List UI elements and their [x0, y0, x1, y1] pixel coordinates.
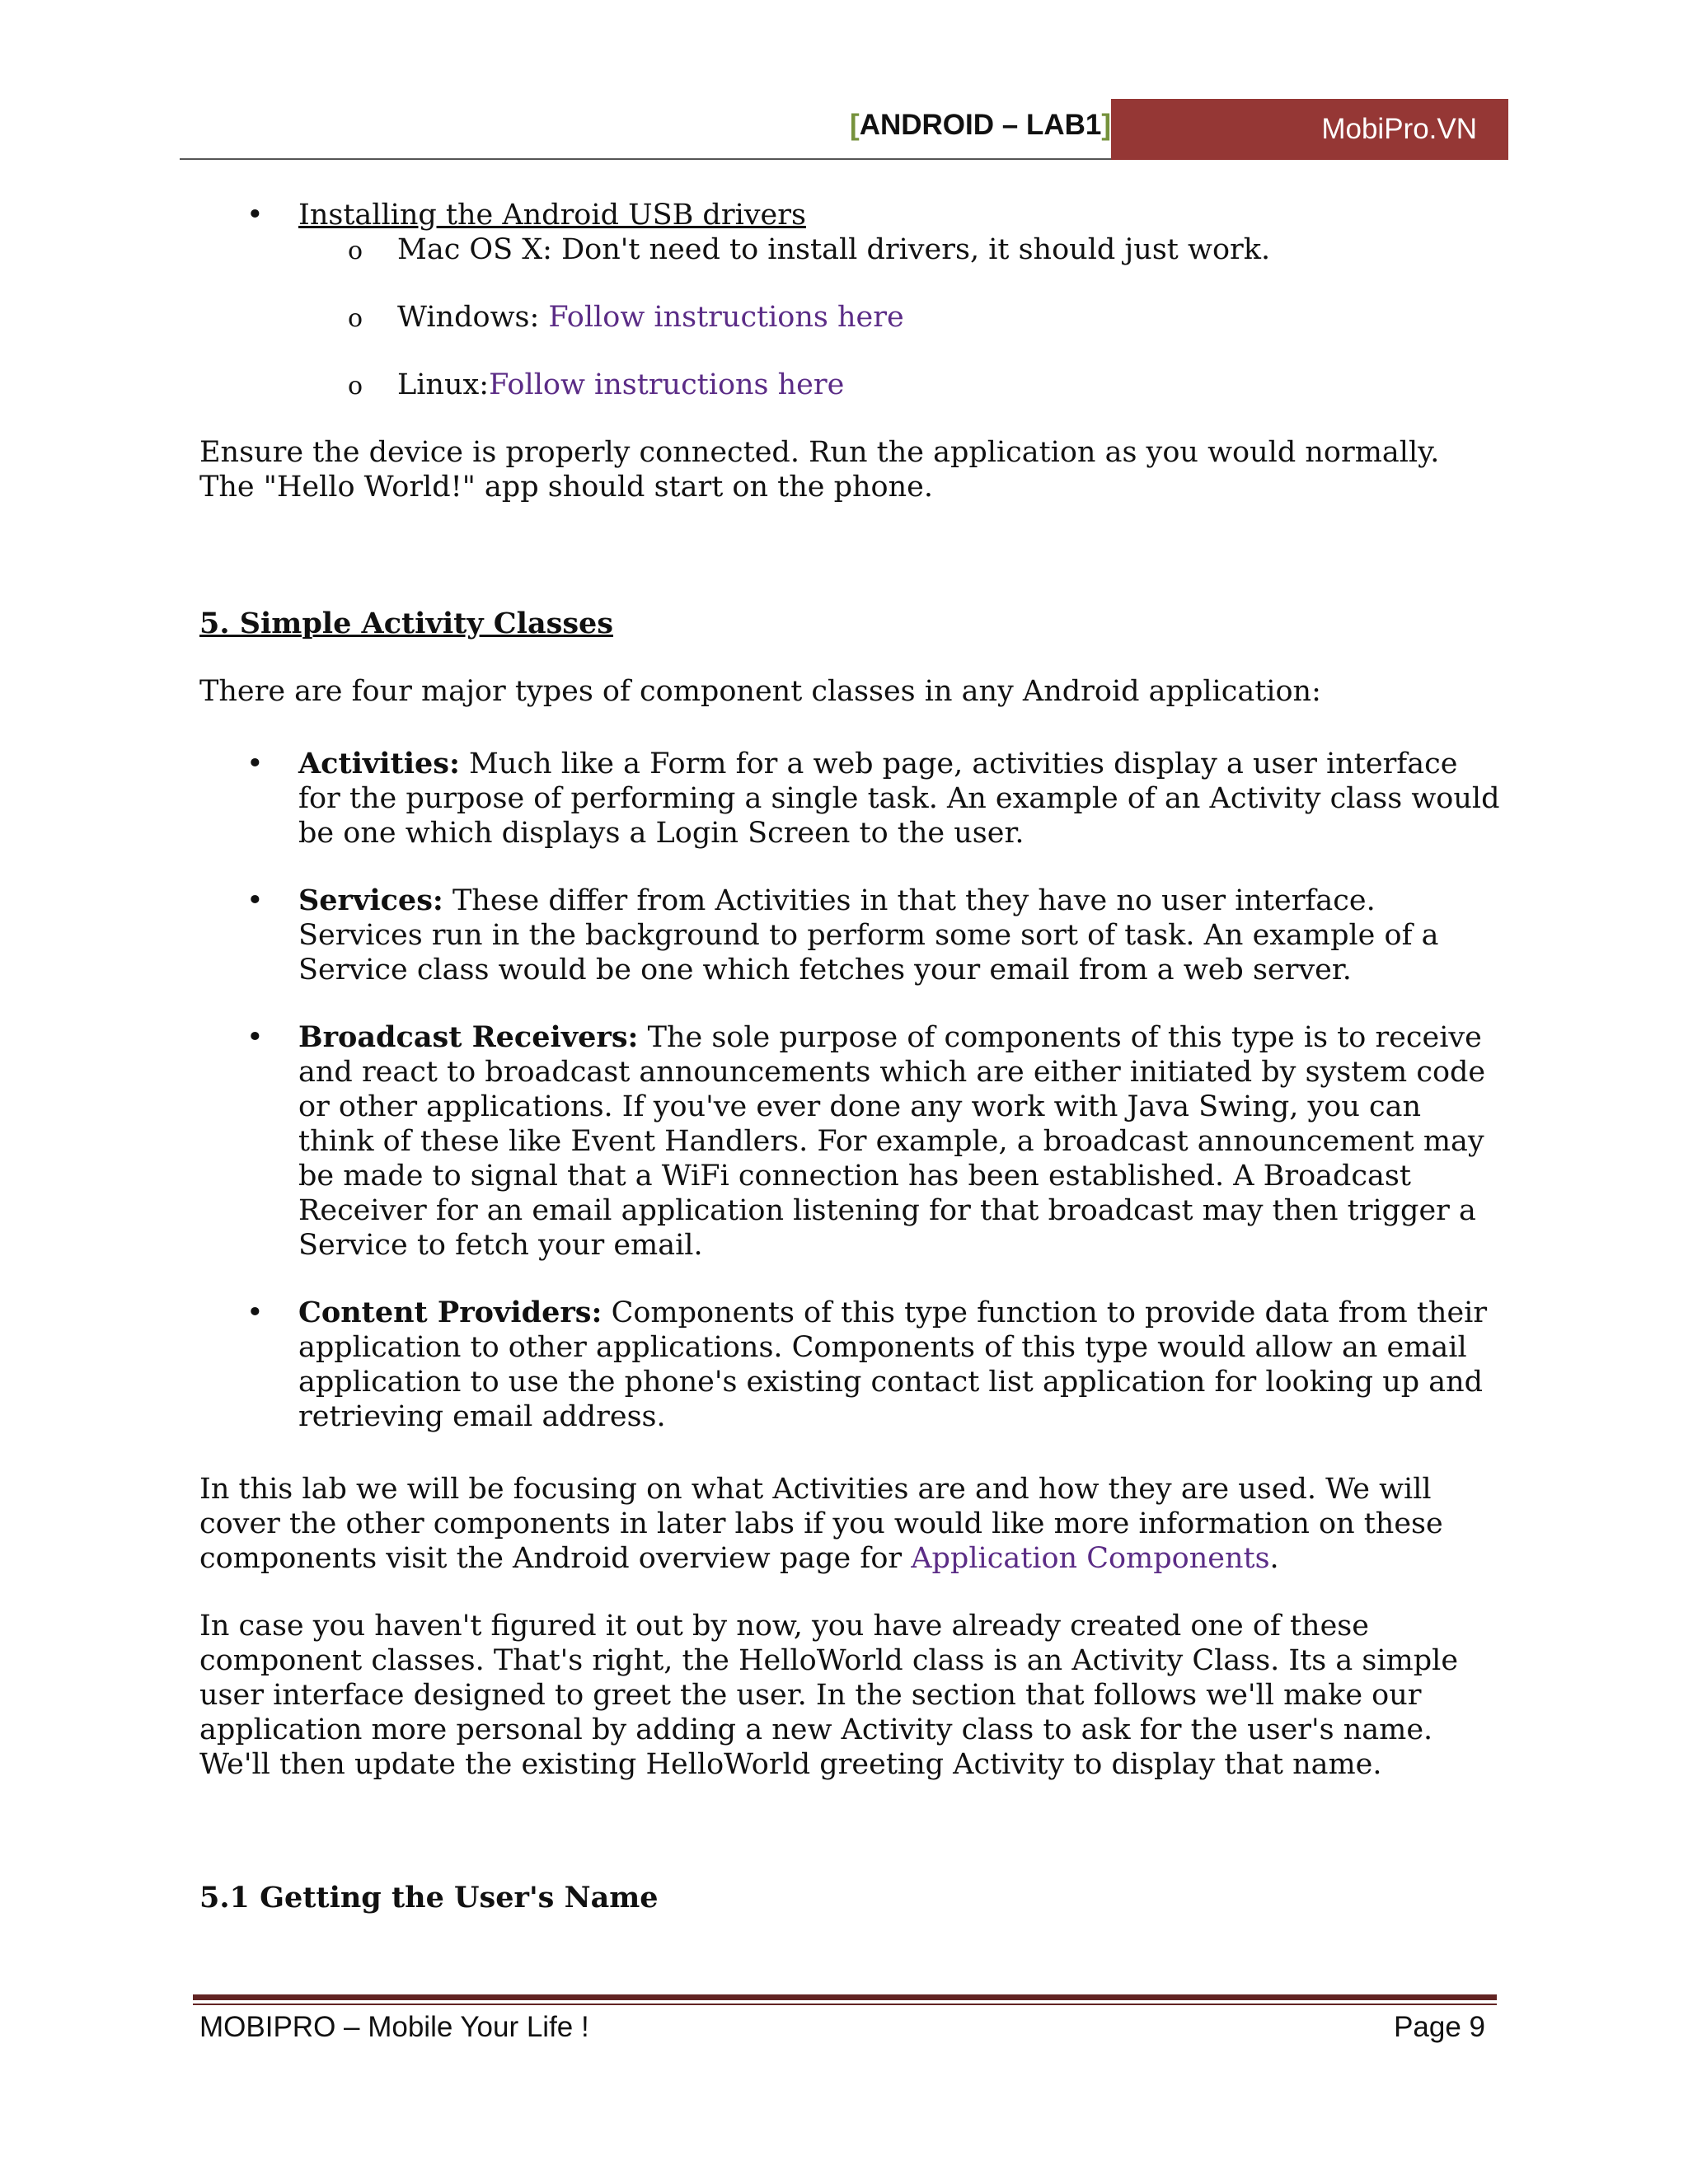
activities-term: Activities:: [298, 747, 460, 780]
activities-text: Much like a Form for a web page, activities display a user interface for the purpose of performing a single task. An example of an Activity class would be one which displays a Login Screen to the user.: [298, 748, 1500, 850]
case-paragraph: In case you haven't figured it out by now, you have already created one of these component classes. That's right, the HelloWorld class is an Activity Class. Its a simple user interface designed to greet the user. In the section that follows we'll make our application more personal by adding a new Activity class to ask for the user's name. We'll then update the existing HelloWorld greeting Activity to display that name.: [199, 1610, 1459, 1781]
usb-drivers-bullet: [199, 198, 1502, 232]
windows-item: [199, 300, 1502, 335]
broadcast-receivers-term: Broadcast Receivers:: [298, 1020, 639, 1054]
footer-rule-thick: [193, 1994, 1497, 2000]
page-content: [199, 194, 1502, 1915]
footer-brand: MOBIPRO – Mobile Your Life !: [199, 2011, 589, 2043]
linux-instructions-link[interactable]: Follow instructions here: [489, 368, 845, 401]
header-title-text: ANDROID – LAB1: [859, 109, 1102, 141]
linux-item: [199, 368, 1502, 402]
focus-end: .: [1269, 1542, 1279, 1575]
section-5-1-heading: 5.1 Getting the User's Name: [199, 1881, 659, 1915]
services-item: [199, 883, 1502, 987]
mac-os-item: [199, 232, 1502, 267]
linux-label: Linux:: [397, 368, 490, 401]
header-brand: MobiPro.VN: [1321, 113, 1477, 145]
broadcast-receivers-text: The sole purpose of components of this type is to receive and react to broadcast announcements which are either initiated by system code or other applications. If you've ever done any work with Java Swing, you can think of these like Event Handlers. For example, a broadcast announcement may be made to signal that a WiFi connection has been established. A Broadcast Receiver for an email application listening for that broadcast may then trigger a Service to fetch your email.: [298, 1021, 1486, 1262]
mac-os-text: Mac OS X: Don't need to install drivers, it should just work.: [397, 233, 1271, 266]
windows-instructions-link[interactable]: Follow instructions here: [548, 301, 904, 334]
content-providers-text: Components of this type function to provide data from their application to other applications. Components of this type would allow an email application to use the phone's existing contact list application for looking up and retrieving email address.: [298, 1296, 1488, 1433]
content-providers-item: [199, 1296, 1502, 1434]
header-brand-box: [1111, 99, 1508, 160]
header-title: [850, 109, 1111, 142]
windows-label: Windows:: [397, 301, 549, 334]
services-text: These differ from Activities in that they have no user interface. Services run in the background to perform some sort of task. An example of a Service class would be one which fetches your email from a web server.: [298, 884, 1439, 987]
section-5-heading: 5. Simple Activity Classes: [199, 607, 614, 640]
ensure-paragraph: Ensure the device is properly connected. Run the application as you would normally. The "Hello World!" app should start on the phone.: [199, 436, 1440, 504]
services-term: Services:: [298, 883, 443, 917]
broadcast-receivers-item: [199, 1020, 1502, 1263]
usb-drivers-title: Installing the Android USB drivers: [298, 199, 806, 232]
activities-item: [199, 747, 1502, 851]
header-open-bracket: [: [850, 109, 860, 141]
content-providers-term: Content Providers:: [298, 1296, 603, 1329]
focus-text: In this lab we will be focusing on what Activities are and how they are used. We will cover the other components in later labs if you would like more information on these components visit the Android overview page for: [199, 1473, 1443, 1575]
footer-rule-thin: [193, 2004, 1497, 2005]
focus-paragraph: [199, 1472, 1502, 1576]
header-rule: [180, 158, 1111, 160]
header-close-bracket: ]: [1101, 109, 1111, 141]
page-number: Page 9: [1394, 2011, 1485, 2043]
application-components-link[interactable]: Application Components: [911, 1542, 1270, 1575]
section-5-intro: There are four major types of component classes in any Android application:: [199, 675, 1321, 708]
